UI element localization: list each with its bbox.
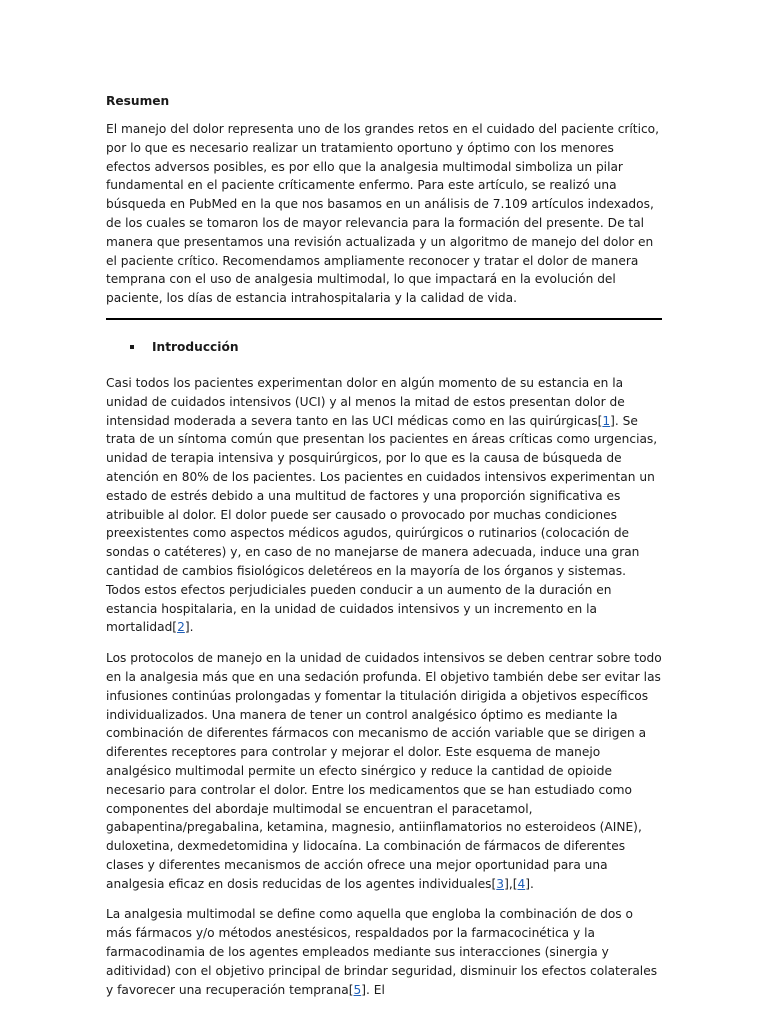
reference-link-5[interactable]: 5	[353, 982, 362, 997]
introduction-heading: Introducción	[152, 339, 239, 354]
bullet-square-icon	[130, 345, 134, 349]
intro-p1-text-b: ]. Se trata de un síntoma común que presentan los pacientes en áreas críticas como urgencias, unidad de terapia intensiva y posquirúrgicos, por lo que es la causa de búsqueda de atención en 80% de los pacientes. Los pacientes en cuidados intensivos experimentan un estado de estrés debido a una multitud de factores y una proporción significativa es atribuible al dolor. El dolor puede ser causado o provocado por muchas condiciones preexistentes como aspectos médicos agudos, quirúrgicos o rutinarios (colocación de sondas o catéteres) y, en caso de no manejarse de manera adecuada, induce una gran cantidad de cambios fisiológicos deletéreos en la mayoría de los órganos y sistemas. Todos estos efectos perjudiciales pueden conducir a un aumento de la duración en estancia hospitalaria, en la unidad de cuidados intensivos y un incremento en la mortalidad[	[106, 413, 658, 635]
abstract-heading: Resumen	[106, 94, 170, 108]
intro-paragraph-2	[106, 649, 662, 893]
reference-link-3[interactable]: 3	[496, 876, 505, 891]
intro-p2-text-b: ],[	[504, 876, 518, 891]
introduction-heading-item	[130, 338, 662, 356]
intro-paragraph-3	[106, 905, 662, 999]
reference-link-1[interactable]: 1	[602, 413, 611, 428]
intro-p2-text-a: Los protocolos de manejo en la unidad de cuidados intensivos se deben centrar sobre todo en la analgesia más que en una sedación profunda. El objetivo también debe ser evitar las infusiones continúas prolongadas y fomentar la titulación dirigida a objetivos específicos individualizados. Una manera de tener un control analgésico óptimo es mediante la combinación de diferentes fármacos con mecanismo de acción variable que se dirigen a diferentes receptores para controlar y mejorar el dolor. Este esquema de manejo analgésico multimodal permite un efecto sinérgico y reduce la cantidad de opioide necesario para controlar el dolor. Entre los medicamentos que se han estudiado como componentes del abordaje multimodal se encuentran el paracetamol, gabapentina/pregabalina, ketamina, magnesio, antiinflamatorios no esteroideos (AINE), duloxetina, dexmedetomidina y lidocaína. La combinación de fármacos de diferentes clases y diferentes mecanismos de acción ofrece una mejor oportunidad para una analgesia eficaz en dosis reducidas de los agentes individuales[	[106, 651, 662, 891]
intro-p1-text-c: ].	[184, 620, 194, 635]
reference-link-4[interactable]: 4	[517, 876, 526, 891]
intro-p3-text-b: ]. El	[361, 982, 385, 997]
intro-p2-text-c: ].	[525, 876, 534, 891]
intro-p3-text-a: La analgesia multimodal se define como aquella que engloba la combinación de dos o más fármacos y/o métodos anestésicos, respaldados por la farmacocinética y la farmacodinamia de los agentes empleados mediante sus interacciones (sinergia y aditividad) con el objetivo principal de brindar seguridad, disminuir los efectos colaterales y favorecer una recuperación temprana[	[106, 907, 658, 997]
document-page	[106, 90, 662, 1011]
intro-paragraph-1	[106, 374, 662, 637]
intro-p1-text-a: Casi todos los pacientes experimentan dolor en algún momento de su estancia en la unidad de cuidados intensivos (UCI) y al menos la mitad de estos presentan dolor de intensidad moderada a severa tanto en las UCI médicas como en las quirúrgicas[	[106, 375, 625, 428]
section-divider	[106, 318, 662, 320]
reference-link-2[interactable]: 2	[177, 620, 185, 635]
abstract-paragraph: El manejo del dolor representa uno de los grandes retos en el cuidado del paciente crítico, por lo que es necesario realizar un tratamiento oportuno y óptimo con los menores efectos adversos posibles, es por ello que la analgesia multimodal simboliza un pilar fundamental en el paciente críticamente enfermo. Para este artículo, se realizó una búsqueda en PubMed en la que nos basamos en un análisis de 7.109 artículos indexados, de los cuales se tomaron los de mayor relevancia para la formación del presente. De tal manera que presentamos una revisión actualizada y un algoritmo de manejo del dolor en el paciente crítico. Recomendamos ampliamente reconocer y tratar el dolor de manera temprana con el uso de analgesia multimodal, lo que impactará en la evolución del paciente, los días de estancia intrahospitalaria y la calidad de vida.	[106, 122, 660, 306]
